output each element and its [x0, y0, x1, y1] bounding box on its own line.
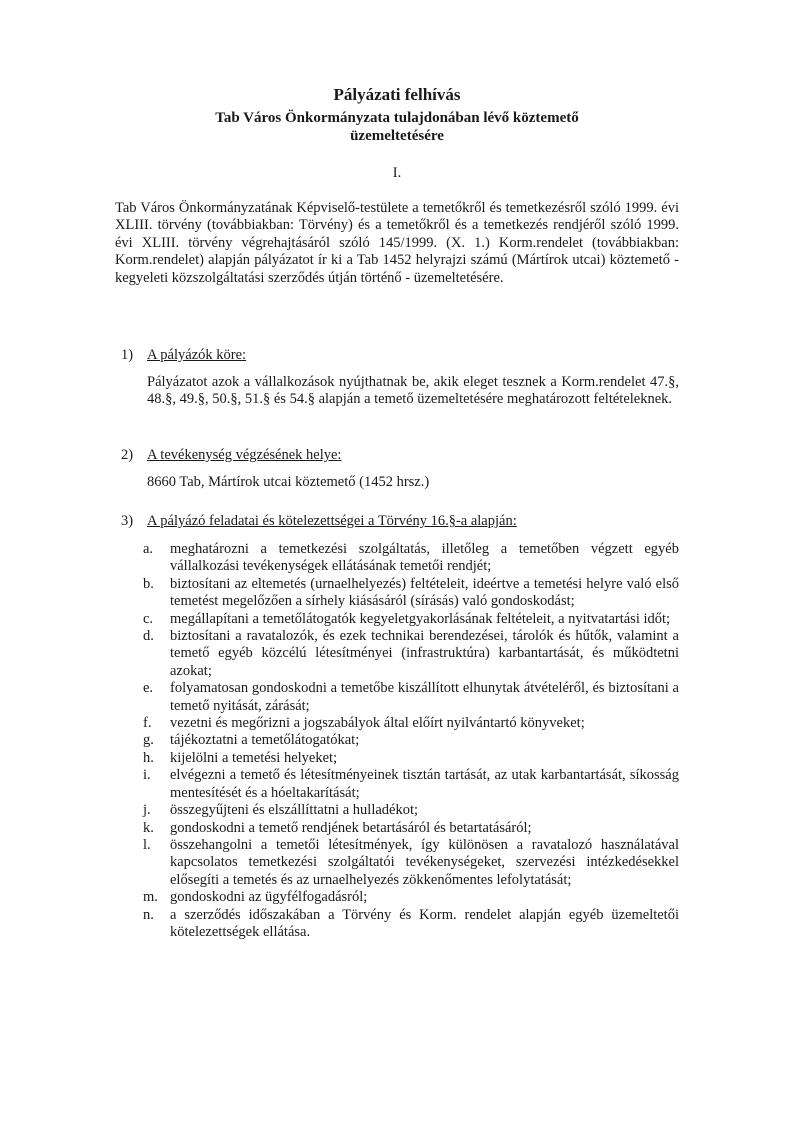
- document-subtitle-line2: üzemeltetésére: [350, 128, 444, 144]
- list-item-label: g.: [143, 732, 154, 749]
- list-item-label: k.: [143, 819, 154, 836]
- list-item-label: e.: [143, 680, 154, 697]
- list-item-text: összegyűjteni és elszállíttatni a hulladékot;: [170, 802, 419, 819]
- section-2-heading: [121, 447, 341, 464]
- list-item: [143, 907, 679, 942]
- list-item-label: l.: [143, 836, 151, 853]
- list-item-text: biztosítani a ravatalozók, és ezek technikai berendezései, tárolók és hűtők, valamint a temető egyéb közcélú létesítményei (infrastruktúra) karbantartását, és működtetni azokat;: [170, 628, 679, 679]
- list-item-label: d.: [143, 628, 154, 645]
- list-item-label: b.: [143, 575, 154, 592]
- list-item-label: h.: [143, 749, 154, 766]
- list-item-text: biztosítani az eltemetés (urnaelhelyezés) feltételeit, ideértve a temetési helyre való első temetést megelőzően a sírhely kiásásáról (sírásás) való gondoskodást;: [170, 575, 679, 610]
- section-1-body: Pályázatot azok a vállalkozások nyújthatnak be, akik eleget tesznek a Korm.rendelet 47.§, 48.§, 49.§, 50.§, 51.§ és 54.§ alapján a temető üzemeltetésére meghatározott feltételeknek.: [147, 374, 679, 408]
- list-item: [143, 837, 679, 889]
- section-2-number: 2): [121, 447, 134, 463]
- list-item-text: tájékoztatni a temetőlátogatókat;: [170, 732, 360, 749]
- list-item-text: gondoskodni a temető rendjének betartásáról és betartatásáról;: [170, 819, 532, 836]
- list-item: [143, 889, 679, 906]
- document-subtitle-line1: Tab Város Önkormányzata tulajdonában lévő köztemető: [215, 110, 579, 126]
- document-title: Pályázati felhívás: [333, 85, 461, 104]
- list-item: [143, 611, 679, 628]
- list-item-text: megállapítani a temetőlátogatók kegyeletgyakorlásának feltételeit, a nyitvatartási időt;: [170, 610, 671, 627]
- list-item-text: folyamatosan gondoskodni a temetőbe kiszállított elhunytak átvételéről, és biztosítani a temető nyitását, zárását;: [170, 680, 679, 714]
- list-item: [143, 820, 679, 837]
- list-item-text: elvégezni a temető és létesítményeinek tisztán tartását, az utak karbantartását, síkosság mentesítését és a hóeltakarítását;: [170, 767, 679, 801]
- list-item: [143, 802, 679, 819]
- list-item-label: m.: [143, 889, 158, 906]
- list-item-text: meghatározni a temetkezési szolgáltatás, illetőleg a temetőben végzett egyéb vállalkozási tevékenységek ellátásának temetői rendjét;: [170, 541, 679, 575]
- list-item-text: a szerződés időszakában a Törvény és Korm. rendelet alapján egyéb üzemeltetői kötelezettségek ellátása.: [170, 906, 679, 940]
- section-3-number: 3): [121, 513, 134, 529]
- list-item-label: c.: [143, 610, 154, 627]
- section-3-heading-text: A pályázó feladatai és kötelezettségei a Törvény 16.§-a alapján:: [147, 513, 517, 529]
- list-item-label: f.: [143, 715, 152, 732]
- list-item: [143, 628, 679, 680]
- section-2-heading-text: A tevékenység végzésének helye:: [147, 447, 342, 463]
- list-item-text: összehangolni a temetői létesítmények, így különösen a ravatalozó használatával kapcsolatos temetkezési szolgáltatói tevékenységeket, szervezési intézkedésekkel elősegíti a temetés és az urnaelhelyezés zökkenőmentes lefolytatását;: [170, 836, 679, 888]
- section-3-heading: [121, 513, 517, 530]
- list-item-text: vezetni és megőrizni a jogszabályok által előírt nyilvántartó könyveket;: [170, 715, 585, 732]
- list-item: [143, 541, 679, 576]
- list-item: [143, 767, 679, 802]
- list-item-label: j.: [143, 802, 151, 819]
- section-2-body: 8660 Tab, Mártírok utcai köztemető (1452 hrsz.): [147, 474, 430, 490]
- section-1-number: 1): [121, 347, 134, 363]
- list-item: [143, 750, 679, 767]
- duties-list: [143, 541, 679, 941]
- list-item-label: i.: [143, 767, 151, 784]
- list-item: [143, 732, 679, 749]
- list-item-label: n.: [143, 906, 154, 923]
- intro-paragraph: Tab Város Önkormányzatának Képviselő-testülete a temetőkről és temetkezésről szóló 1999. évi XLIII. törvény (továbbiakban: Törvény) és a temetőkről és a temetkezés rendjéről szóló 1999. évi XLIII. törvény végrehajtásáról szóló 145/1999. (X. 1.) Korm.rendelet (továbbiakban: Korm.rendelet) alapján pályázatot ír ki a Tab 1452 helyrajzi számú (Mártírok utcai) köztemető - kegyeleti közszolgáltatási szerződés útján történő - üzemeltetésére.: [115, 200, 679, 286]
- list-item-text: gondoskodni az ügyfélfogadásról;: [170, 889, 368, 906]
- section-1-heading-text: A pályázók köre:: [147, 347, 247, 363]
- list-item-text: kijelölni a temetési helyeket;: [170, 749, 338, 766]
- list-item-label: a.: [143, 541, 154, 557]
- list-item: [143, 680, 679, 715]
- list-item: [143, 715, 679, 732]
- section-1-heading: [121, 347, 246, 364]
- section-numeral: I.: [392, 165, 402, 181]
- list-item: [143, 576, 679, 611]
